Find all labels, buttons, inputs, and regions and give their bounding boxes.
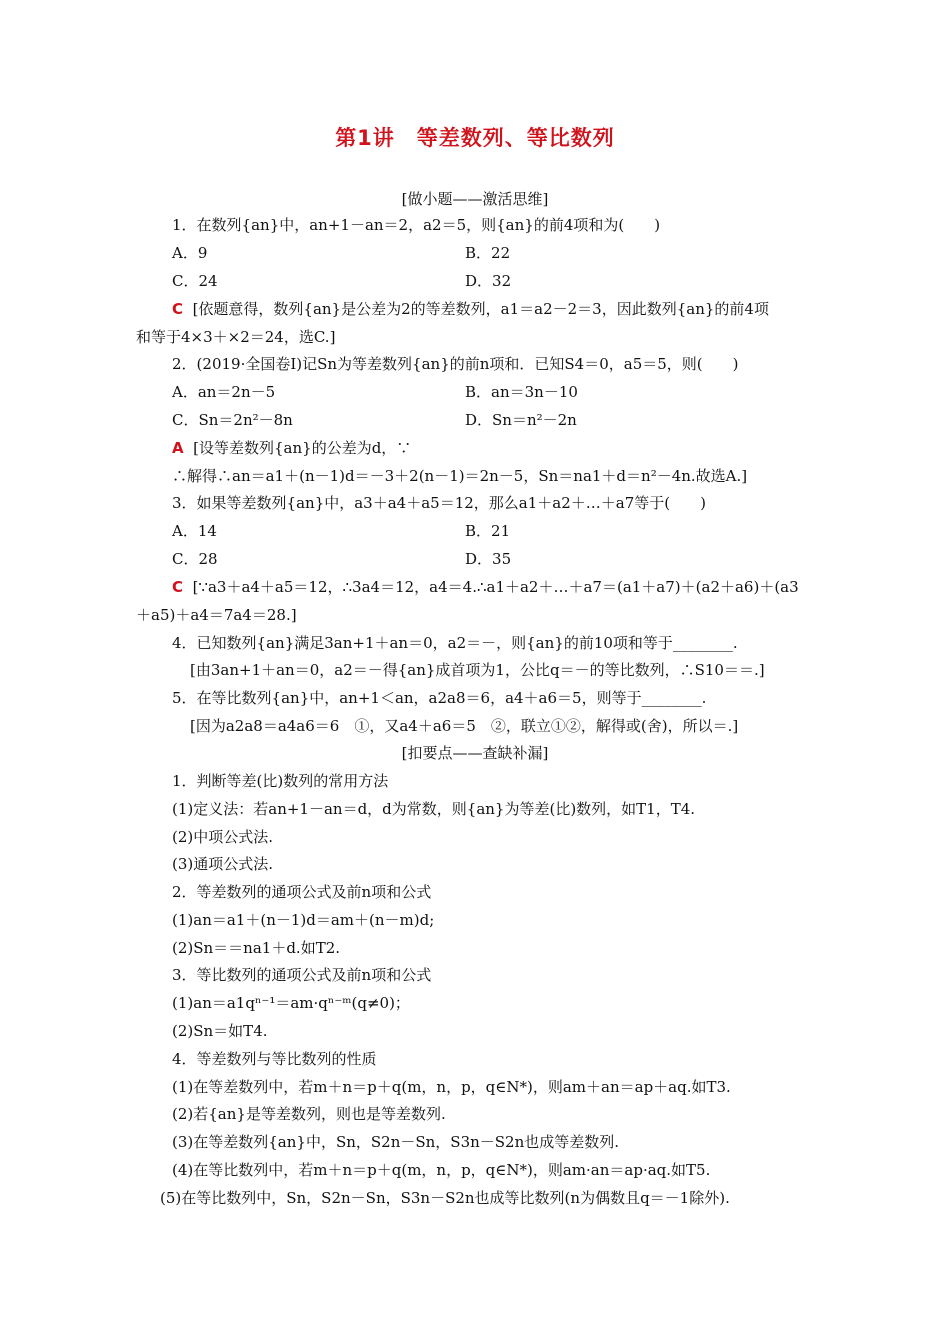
point-line: (2)Sn＝如T4. bbox=[172, 1022, 268, 1040]
q3-option-a: A．14 bbox=[172, 522, 217, 540]
q2-solution-line2: ∴解得∴an＝a1＋(n－1)d＝－3＋2(n－1)＝2n－5，Sn＝na1＋d＝n²－4n.故选A.] bbox=[172, 467, 748, 485]
q2-option-b: B．an＝3n－10 bbox=[465, 383, 578, 401]
section-keypoints-heading: [扣要点——查缺补漏] bbox=[401, 744, 549, 762]
q1-solution-line2: 和等于4×3＋×2＝24，选C.] bbox=[136, 328, 336, 346]
q1-option-a: A．9 bbox=[172, 244, 208, 262]
q2-stem: 2．(2019·全国卷Ⅰ)记Sn为等差数列{an}的前n项和．已知S4＝0，a5＝5，则( ) bbox=[172, 355, 739, 373]
q3-stem: 3．如果等差数列{an}中，a3＋a4＋a5＝12，那么a1＋a2＋…＋a7等于( ) bbox=[172, 494, 706, 512]
point-line: (1)在等差数列中，若m＋n＝p＋q(m，n，p，q∈N*)，则am＋an＝ap＋aq.如T3. bbox=[172, 1078, 731, 1096]
point-line: 4．等差数列与等比数列的性质 bbox=[172, 1050, 377, 1068]
q4-stem: 4．已知数列{an}满足3an+1＋an＝0，a2＝－，则{an}的前10项和等于________. bbox=[172, 634, 738, 652]
q2-solution-line1 bbox=[172, 437, 411, 458]
q3-answer: C bbox=[172, 578, 184, 596]
q5-stem: 5．在等比数列{an}中，an+1＜an，a2a8＝6，a4＋a6＝5，则等于________. bbox=[172, 689, 707, 707]
point-line: (2)中项公式法. bbox=[172, 828, 274, 846]
point-line: 3．等比数列的通项公式及前n项和公式 bbox=[172, 966, 432, 984]
q1-option-c: C．24 bbox=[172, 272, 218, 290]
point-line: (4)在等比数列中，若m＋n＝p＋q(m，n，p，q∈N*)，则am·an＝ap·aq.如T5. bbox=[172, 1161, 711, 1179]
page-title: 第1讲 等差数列、等比数列 bbox=[335, 126, 615, 150]
point-line: (5)在等比数列中，Sn，S2n－Sn，S3n－S2n也成等比数列(n为偶数且q＝－1除外). bbox=[160, 1189, 730, 1207]
q5-solution: [因为a2a8＝a4a6＝6 ①，又a4＋a6＝5 ②，联立①②，解得或(舍)，所以＝.] bbox=[190, 717, 739, 735]
point-line: 2．等差数列的通项公式及前n项和公式 bbox=[172, 883, 432, 901]
q2-option-c: C．Sn＝2n²－8n bbox=[172, 411, 293, 429]
q2-solution-text: [设等差数列{an}的公差为d，∵ bbox=[193, 439, 412, 457]
q1-option-b: B．22 bbox=[465, 244, 511, 262]
q3-solution-line2: ＋a5)＋a4＝7a4＝28.] bbox=[136, 606, 297, 624]
q1-option-d: D．32 bbox=[465, 272, 512, 290]
q3-solution-text: [∵a3＋a4＋a5＝12，∴3a4＝12，a4＝4.∴a1＋a2＋…＋a7＝(a1＋a7)＋(a2＋a6)＋(a3 bbox=[192, 578, 799, 596]
point-line: 1．判断等差(比)数列的常用方法 bbox=[172, 772, 389, 790]
q1-solution-text: [依题意得，数列{an}是公差为2的等差数列，a1＝a2－2＝3，因此数列{an}的前4项 bbox=[192, 300, 769, 318]
q3-option-c: C．28 bbox=[172, 550, 218, 568]
point-line: (1)定义法：若an+1－an＝d，d为常数，则{an}为等差(比)数列，如T1，T4. bbox=[172, 800, 696, 818]
q4-solution: [由3an+1＋an＝0，a2＝－得{an}成首项为1，公比q＝－的等比数列，∴S10＝＝.] bbox=[190, 661, 765, 679]
q3-option-b: B．21 bbox=[465, 522, 511, 540]
q3-solution-line1 bbox=[172, 576, 799, 597]
section-warmup-heading: [做小题——激活思维] bbox=[401, 190, 549, 208]
q2-option-a: A．an＝2n－5 bbox=[172, 383, 276, 401]
point-line: (2)若{an}是等差数列，则也是等差数列. bbox=[172, 1105, 446, 1123]
q1-answer: C bbox=[172, 300, 184, 318]
q3-option-d: D．35 bbox=[465, 550, 512, 568]
q2-answer: A bbox=[172, 439, 184, 457]
q2-option-d: D．Sn＝n²－2n bbox=[465, 411, 577, 429]
point-line: (1)an＝a1qⁿ⁻¹＝am·qⁿ⁻ᵐ(q≠0)； bbox=[172, 994, 410, 1012]
point-line: (1)an＝a1＋(n－1)d＝am＋(n－m)d; bbox=[172, 911, 435, 929]
q1-solution-line1 bbox=[172, 298, 769, 319]
point-line: (3)通项公式法. bbox=[172, 855, 274, 873]
q1-stem: 1．在数列{an}中，an+1－an＝2，a2＝5，则{an}的前4项和为( ) bbox=[172, 216, 661, 234]
point-line: (3)在等差数列{an}中，Sn，S2n－Sn，S3n－S2n也成等差数列. bbox=[172, 1133, 620, 1151]
point-line: (2)Sn＝＝na1＋d.如T2. bbox=[172, 939, 341, 957]
